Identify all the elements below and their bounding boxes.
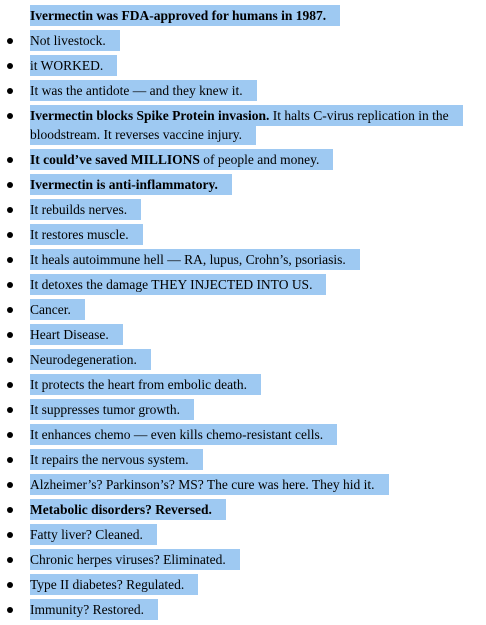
list-item [0,375,486,394]
highlighted-text [30,55,117,76]
item-text: Chronic herpes viruses? Eliminated. [30,552,226,567]
highlighted-text [30,449,203,470]
bullet-dot-icon [7,38,13,44]
bullet-dot-icon [7,507,13,513]
item-text: Not livestock. [30,33,106,48]
list-item [0,400,486,419]
item-text: Type II diabetes? Regulated. [30,577,185,592]
bullet-list [0,6,486,625]
bullet-dot-icon [7,557,13,563]
item-text: Cancer. [30,302,71,317]
bullet-dot-icon [7,457,13,463]
list-item [0,200,486,219]
bullet-dot-icon [7,257,13,263]
item-text: It halts C-virus replication in the bloodstream. It reverses vaccine injury. [30,108,449,142]
item-text: Heart Disease. [30,327,109,342]
highlighted-text [30,299,85,320]
item-text: It suppresses tumor growth. [30,402,180,417]
highlighted-text [30,324,123,345]
item-text: Fatty liver? Cleaned. [30,527,143,542]
bold-text: Ivermectin blocks Spike Protein invasion. [30,108,270,123]
item-text: it WORKED. [30,58,104,73]
highlighted-text [30,30,120,51]
item-text: of people and money. [199,152,320,167]
bold-text: Ivermectin is anti-inflammatory. [30,177,218,192]
list-item [0,475,486,494]
highlighted-text [30,249,360,270]
item-text: It was the antidote — and they knew it. [30,83,243,98]
highlighted-text [30,80,257,101]
list-item [0,225,486,244]
item-text: It rebuilds nerves. [30,202,128,217]
item-text: Alzheimer’s? Parkinson’s? MS? The cure was here. They hid it. [30,477,375,492]
list-item [0,450,486,469]
list-item [0,106,486,144]
list-item [0,175,486,194]
bullet-dot-icon [7,207,13,213]
list-item [0,150,486,169]
item-text: Neurodegeneration. [30,352,137,367]
bullet-dot-icon [7,307,13,313]
list-item [0,6,486,25]
bold-text: Ivermectin was FDA-approved for humans in 1987. [30,8,327,23]
bullet-dot-icon [7,607,13,613]
highlighted-text [30,549,240,570]
list-item [0,350,486,369]
item-text: Immunity? Restored. [30,602,144,617]
highlighted-text [30,149,333,170]
highlighted-text [30,499,226,520]
list-item [0,575,486,594]
highlighted-text [30,474,389,495]
highlighted-text [30,105,463,145]
bullet-dot-icon [7,113,13,119]
highlighted-text [30,374,261,395]
item-text: It repairs the nervous system. [30,452,189,467]
bullet-dot-icon [7,357,13,363]
highlighted-text [30,424,337,445]
bullet-dot-icon [7,382,13,388]
highlighted-text [30,574,198,595]
highlighted-text [30,199,141,220]
highlighted-text [30,224,143,245]
item-text: It heals autoimmune hell — RA, lupus, Crohn’s, psoriasis. [30,252,346,267]
bold-text: It could’ve saved MILLIONS [30,152,200,167]
item-text: It protects the heart from embolic death. [30,377,248,392]
highlighted-text [30,349,151,370]
bullet-dot-icon [7,88,13,94]
bullet-dot-icon [7,582,13,588]
highlighted-text [30,524,157,545]
list-item [0,500,486,519]
item-text: It restores muscle. [30,227,129,242]
highlighted-text [30,5,340,26]
item-text: It detoxes the damage THEY INJECTED INTO US. [30,277,313,292]
highlighted-text [30,274,326,295]
bullet-dot-icon [7,432,13,438]
list-item [0,275,486,294]
list-item [0,325,486,344]
bullet-dot-icon [7,63,13,69]
highlighted-text [30,599,158,620]
bullet-dot-icon [7,232,13,238]
list-item [0,250,486,269]
bullet-dot-icon [7,157,13,163]
bullet-dot-icon [7,532,13,538]
bullet-dot-icon [7,332,13,338]
highlighted-text [30,174,232,195]
list-item [0,56,486,75]
bold-text: Metabolic disorders? Reversed. [30,502,212,517]
list-item [0,300,486,319]
list-item [0,81,486,100]
bullet-dot-icon [7,282,13,288]
list-item [0,550,486,569]
bullet-dot-icon [7,407,13,413]
bullet-dot-icon [7,482,13,488]
list-item [0,31,486,50]
list-item [0,600,486,619]
item-text: It enhances chemo — even kills chemo-resistant cells. [30,427,324,442]
list-item [0,525,486,544]
bullet-dot-icon [7,182,13,188]
list-item [0,425,486,444]
highlighted-text [30,399,194,420]
